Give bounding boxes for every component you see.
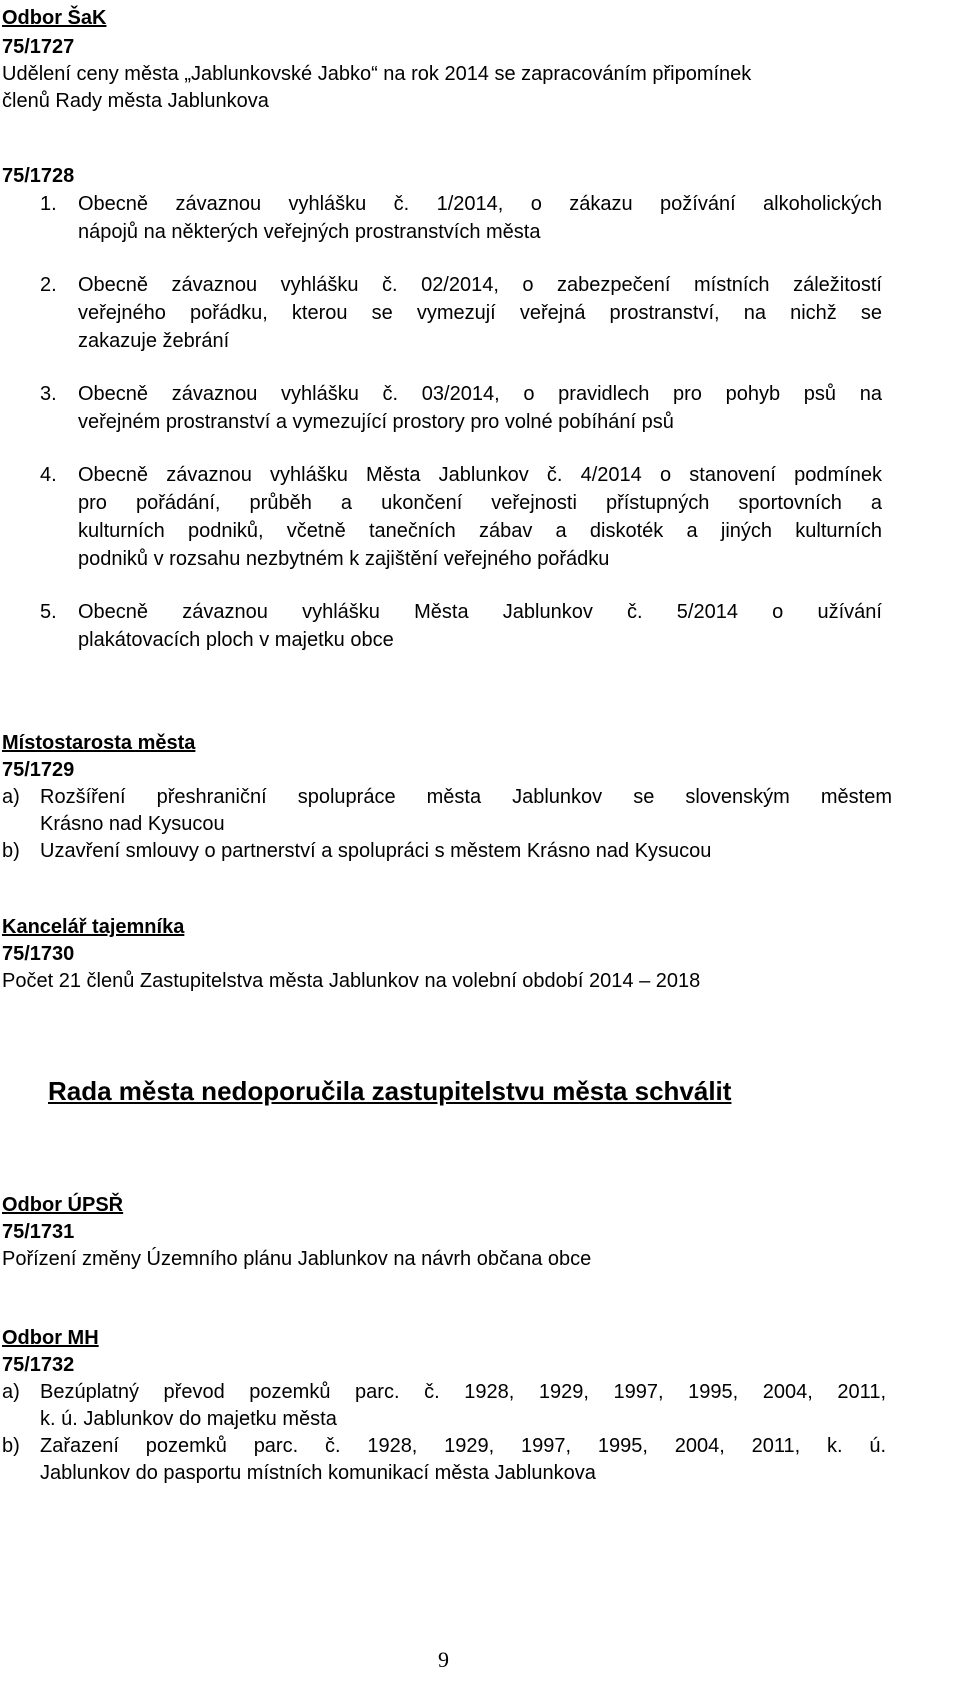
section-header-odbor-mh: Odbor MH [2, 1327, 99, 1349]
section-header-odbor-upsr: Odbor ÚPSŘ [2, 1194, 124, 1216]
list-item-text: nápojů na některých veřejných prostranstvích města [78, 221, 541, 243]
resolution-number: 75/1730 [2, 943, 75, 965]
list-item-text: plakátovacích ploch v majetku obce [78, 629, 394, 651]
list-item-text: zakazuje žebrání [78, 330, 230, 352]
resolution-number: 75/1732 [2, 1354, 75, 1376]
main-heading: Rada města nedoporučila zastupitelstvu města schválit [48, 1076, 732, 1106]
list-item-text: Rozšíření přeshraniční spolupráce města Jablunkov se slovenským městem [40, 786, 892, 808]
list-item-label: b) [2, 1435, 20, 1457]
list-item-label: b) [2, 840, 20, 862]
list-item-text: Uzavření smlouvy o partnerství a spolupráci s městem Krásno nad Kysucou [40, 840, 712, 862]
resolution-text-line: členů Rady města Jablunkova [2, 90, 269, 112]
section-header-mistostarosta: Místostarosta města [2, 732, 196, 754]
list-item-text: veřejném prostranství a vymezující prostory pro volné pobíhání psů [78, 411, 674, 433]
list-item-text: pro pořádání, průběh a ukončení veřejnosti přístupných sportovních a [78, 492, 882, 514]
list-item-text: veřejného pořádku, kterou se vymezují veřejná prostranství, na nichž se [78, 302, 882, 324]
list-item-text: Jablunkov do pasportu místních komunikací města Jablunkova [40, 1462, 596, 1484]
list-item-text: Obecně závaznou vyhlášku č. 03/2014, o pravidlech pro pohyb psů na [78, 383, 882, 405]
section-header-kancelar-tajemnika: Kancelář tajemníka [2, 916, 185, 938]
resolution-number: 75/1727 [2, 36, 75, 58]
list-item-number: 5. [40, 601, 57, 623]
list-item-text: k. ú. Jablunkov do majetku města [40, 1408, 337, 1430]
page-number: 9 [438, 1647, 449, 1672]
list-item-number: 3. [40, 383, 57, 405]
list-item-text: Obecně závaznou vyhlášku č. 02/2014, o zabezpečení místních záležitostí [78, 274, 882, 296]
list-item-text: Bezúplatný převod pozemků parc. č. 1928, 1929, 1997, 1995, 2004, 2011, [40, 1381, 886, 1403]
list-item-number: 4. [40, 464, 57, 486]
list-item-text: Obecně závaznou vyhlášku č. 1/2014, o zákazu požívání alkoholických [78, 193, 882, 215]
section-header-odbor-sak: Odbor ŠaK [2, 7, 107, 29]
list-item-text: Obecně závaznou vyhlášku Města Jablunkov č. 4/2014 o stanovení podmínek [78, 464, 882, 486]
resolution-number: 75/1728 [2, 165, 75, 187]
list-item-number: 1. [40, 193, 57, 215]
list-item-text: podniků v rozsahu nezbytném k zajištění veřejného pořádku [78, 548, 610, 570]
resolution-number: 75/1731 [2, 1221, 75, 1243]
list-item-label: a) [2, 786, 20, 808]
resolution-text-line: Udělení ceny města „Jablunkovské Jabko“ na rok 2014 se zapracováním připomínek [2, 63, 752, 85]
resolution-number: 75/1729 [2, 759, 75, 781]
resolution-text-line: Počet 21 členů Zastupitelstva města Jablunkov na volební období 2014 – 2018 [2, 970, 701, 992]
list-item-text: kulturních podniků, včetně tanečních zábav a diskoték a jiných kulturních [78, 520, 882, 542]
list-item-text: Obecně závaznou vyhlášku Města Jablunkov č. 5/2014 o užívání [78, 601, 882, 623]
list-item-number: 2. [40, 274, 57, 296]
list-item-label: a) [2, 1381, 20, 1403]
list-item-text: Zařazení pozemků parc. č. 1928, 1929, 1997, 1995, 2004, 2011, k. ú. [40, 1435, 886, 1457]
resolution-text-line: Pořízení změny Územního plánu Jablunkov na návrh občana obce [2, 1248, 592, 1270]
list-item-text: Krásno nad Kysucou [40, 813, 225, 835]
